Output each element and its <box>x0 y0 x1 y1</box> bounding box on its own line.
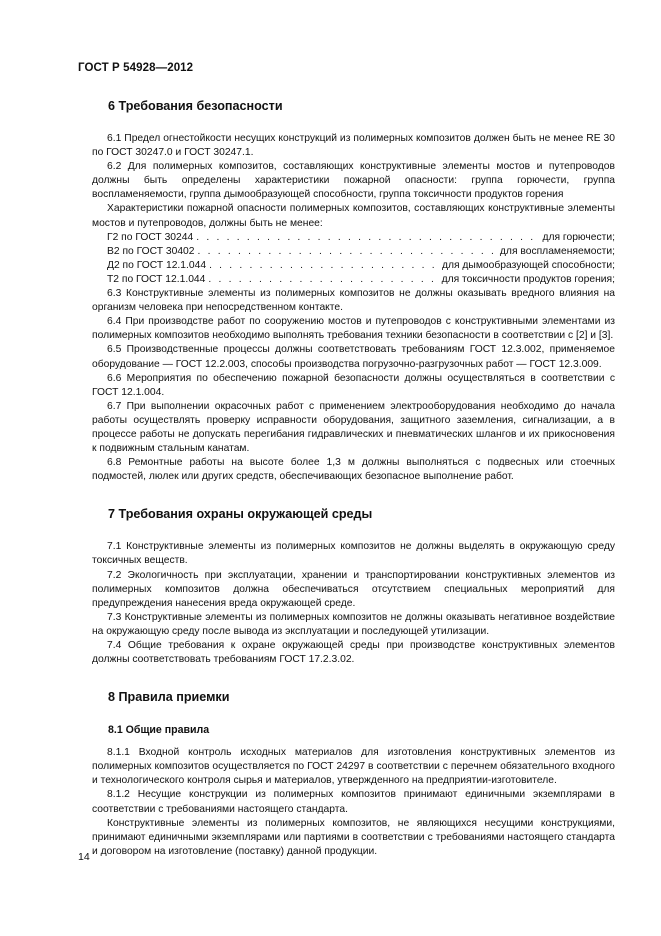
paragraph-7-1: 7.1 Конструктивные элементы из полимерных композитов не должны выделять в окружающую среду токсичных веществ. <box>92 541 615 567</box>
paragraph-8-1-2: 8.1.2 Несущие конструкции из полимерных композитов принимают единичными экземплярами в соответствии с требованиями настоящего стандарта. <box>92 789 615 815</box>
leader-dots <box>196 231 539 245</box>
list-item-left: Т2 по ГОСТ 12.1.044 <box>107 273 206 285</box>
paragraph-6-5: 6.5 Производственные процессы должны соответствовать требованиям ГОСТ 12.3.002, применяемое оборудование — ГОСТ 12.2.003, способы производства погрузочно-разгрузочных работ — ГОСТ 12.3.009. <box>92 344 615 370</box>
paragraph-7-4: 7.4 Общие требования к охране окружающей среды при производстве конструктивных элементов должны соответствовать требованиям ГОСТ 17.2.3.02. <box>92 640 615 666</box>
paragraph-6-8: 6.8 Ремонтные работы на высоте более 1,3 м должны выполняться с подвесных или стоечных подмостей, люлек или других средств, обеспечивающих безопасное выполнение работ. <box>92 457 615 483</box>
paragraph-6-2: 6.2 Для полимерных композитов, составляющих конструктивные элементы мостов и путепроводов должны быть определены характеристики пожарной опасности: группа горючести, группа воспламеняемости, группа дымообразующей способности, группа токсичности продуктов горения <box>92 161 615 201</box>
leader-dots <box>209 259 439 273</box>
list-item-right: для токсичности продуктов горения; <box>441 273 615 285</box>
section-8-heading: 8 Правила приемки <box>108 690 230 705</box>
leader-dots <box>208 273 438 287</box>
list-item-right: для воспламеняемости; <box>499 245 615 257</box>
list-item-right: для горючести; <box>542 231 615 243</box>
document-header: ГОСТ Р 54928—2012 <box>78 62 194 74</box>
paragraph-7-3: 7.3 Конструктивные элементы из полимерных композитов не должны оказывать негативное воздействие на окружающую среду после вывода из эксплуатации и последующей утилизации. <box>92 611 615 637</box>
section-7-heading: 7 Требования охраны окружающей среды <box>108 507 373 522</box>
list-item <box>92 259 615 273</box>
paragraph-6-6: 6.6 Мероприятия по обеспечению пожарной безопасности должны осуществляться в соответствии с ГОСТ 12.1.004. <box>92 372 615 398</box>
paragraph-6-2-characteristics: Характеристики пожарной опасности полимерных композитов, составляющих конструктивные элементы мостов и путепроводов, должны быть не менее: <box>92 203 615 229</box>
list-item <box>92 273 615 287</box>
list-item-left: Г2 по ГОСТ 30244 <box>107 231 194 243</box>
paragraph-6-3: 6.3 Конструктивные элементы из полимерных композитов не должны оказывать вредного влияния на организм человека при непосредственном контакте. <box>92 288 615 314</box>
list-item <box>92 245 615 259</box>
paragraph-6-7: 6.7 При выполнении окрасочных работ с применением электрооборудования необходимо до начала работы осуществлять проверку исправности оборудования, защитного заземления, сигнализации, а в процессе работы не допускать перегибания гидравлических и пневматических шлангов и их прикосновения к подвижным стальным канатам. <box>92 400 615 455</box>
page-number: 14 <box>78 851 90 863</box>
list-item-left: Д2 по ГОСТ 12.1.044 <box>107 259 207 271</box>
paragraph-8-1-1: 8.1.1 Входной контроль исходных материалов для изготовления конструктивных элементов из полимерных композитов осуществляется по ГОСТ 24297 в соответствии с перечнем обязательного входного и технологического контроля сырья и материалов, утвержденного на предприятии-изготовителе. <box>92 747 615 787</box>
paragraph-6-4: 6.4 При производстве работ по сооружению мостов и путепроводов с конструктивными элементами из полимерных композитов необходимо выполнять требования техники безопасности в соответствии с [2] и [3]. <box>92 316 615 342</box>
list-item <box>92 231 615 245</box>
document-body <box>92 98 615 859</box>
list-item-right: для дымообразующей способности; <box>441 259 615 271</box>
paragraph-7-2: 7.2 Экологичность при эксплуатации, хранении и транспортировании конструктивных элементов из полимерных композитов должна обеспечиваться отсутствием специальных мероприятий для предупреждения нанесения вреда окружающей среде. <box>92 569 615 609</box>
subsection-8-1-heading: 8.1 Общие правила <box>108 724 210 737</box>
section-6-heading: 6 Требования безопасности <box>108 99 283 113</box>
paragraph-6-1: 6.1 Предел огнестойкости несущих конструкций из полимерных композитов должен быть не менее RE 30 по ГОСТ 30247.0 и ГОСТ 30247.1. <box>92 133 615 159</box>
list-item-left: В2 по ГОСТ 30402 <box>107 245 195 257</box>
paragraph-8-1-2-non-bearing: Конструктивные элементы из полимерных композитов, не являющихся несущими конструкциями, принимают единичными экземплярами или партиями в соответствии с требованиями настоящего стандарта и договором на изготовление (поставку) данной продукции. <box>92 817 615 857</box>
leader-dots <box>198 245 497 259</box>
